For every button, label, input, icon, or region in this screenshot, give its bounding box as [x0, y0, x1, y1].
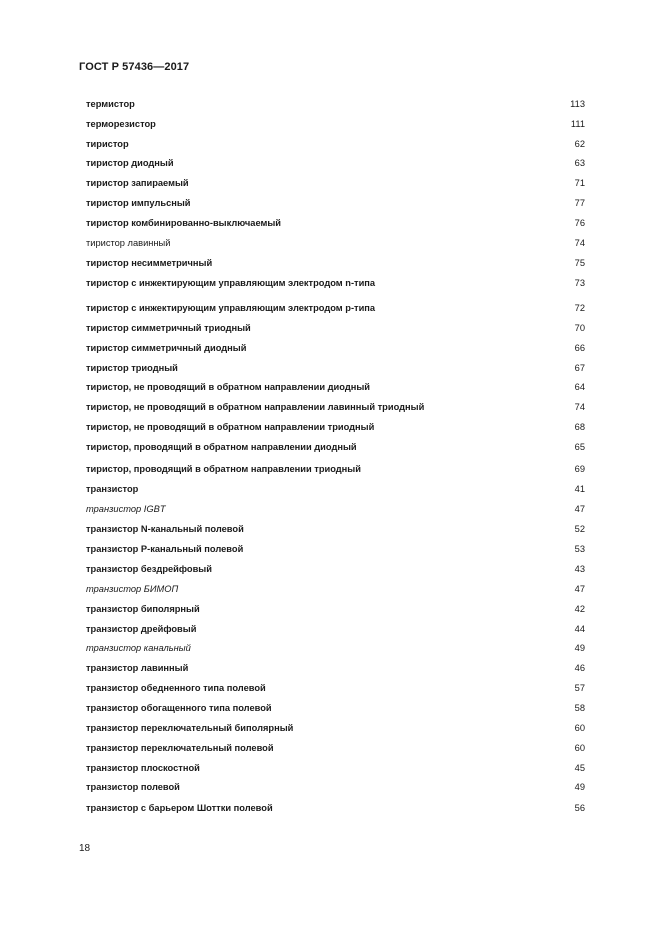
- index-entry: [86, 502, 585, 516]
- index-entry: [86, 400, 585, 414]
- index-entry: [86, 522, 585, 536]
- entry-page-number: 73: [574, 278, 585, 288]
- entry-term: тиристор, не проводящий в обратном направлении диодный: [86, 382, 370, 392]
- entry-page-number: 57: [574, 683, 585, 693]
- entry-page-number: 49: [574, 782, 585, 792]
- entry-page-number: 74: [574, 238, 585, 248]
- entry-page-number: 67: [574, 363, 585, 373]
- index-entry: [86, 582, 585, 596]
- entry-page-number: 60: [574, 723, 585, 733]
- entry-page-number: 49: [574, 643, 585, 653]
- index-entry: [86, 236, 585, 250]
- entry-term: транзистор переключательный полевой: [86, 743, 274, 753]
- index-entry: [86, 137, 585, 151]
- entry-term: тиристор, проводящий в обратном направлении диодный: [86, 442, 357, 452]
- entry-page-number: 74: [574, 402, 585, 412]
- entry-term: тиристор симметричный триодный: [86, 323, 251, 333]
- document-header: ГОСТ Р 57436—2017: [79, 61, 190, 73]
- index-entry: [86, 97, 585, 111]
- entry-term: транзистор переключательный биполярный: [86, 723, 294, 733]
- index-entry: [86, 462, 585, 476]
- entry-page-number: 63: [574, 158, 585, 168]
- entry-page-number: 46: [574, 663, 585, 673]
- index-entry: [86, 562, 585, 576]
- entry-term: транзистор биполярный: [86, 604, 200, 614]
- index-entry: [86, 380, 585, 394]
- entry-term: тиристор симметричный диодный: [86, 343, 247, 353]
- entry-term: транзистор: [86, 484, 139, 494]
- entry-page-number: 58: [574, 703, 585, 713]
- entry-page-number: 71: [574, 178, 585, 188]
- index-entry: [86, 542, 585, 556]
- index-entry: [86, 801, 585, 815]
- entry-term: транзистор плоскостной: [86, 763, 200, 773]
- entry-term: транзистор бездрейфовый: [86, 564, 212, 574]
- entry-term: транзистор БИМОП: [86, 584, 179, 594]
- entry-term: тиристор триодный: [86, 363, 178, 373]
- index-entry: [86, 482, 585, 496]
- entry-term: транзистор дрейфовый: [86, 624, 197, 634]
- index-entry: [86, 661, 585, 675]
- index-entry: [86, 420, 585, 434]
- entry-term: тиристор комбинированно-выключаемый: [86, 218, 282, 228]
- entry-page-number: 60: [574, 743, 585, 753]
- index-entry: [86, 301, 585, 315]
- entry-term: тиристор импульсный: [86, 198, 191, 208]
- entry-term: тиристор, не проводящий в обратном направлении триодный: [86, 422, 375, 432]
- entry-page-number: 43: [574, 564, 585, 574]
- index-entry: [86, 440, 585, 454]
- index-entry: [86, 641, 585, 655]
- entry-page-number: 77: [574, 198, 585, 208]
- entry-term: транзистор N-канальный полевой: [86, 524, 244, 534]
- entry-page-number: 42: [574, 604, 585, 614]
- entry-page-number: 69: [574, 464, 585, 474]
- entry-term: транзистор канальный: [86, 643, 191, 653]
- entry-page-number: 47: [574, 584, 585, 594]
- entry-term: транзистор полевой: [86, 782, 180, 792]
- entry-page-number: 65: [574, 442, 585, 452]
- entry-term: тиристор, не проводящий в обратном направлении лавинный триодный: [86, 402, 425, 412]
- index-entry: [86, 622, 585, 636]
- entry-term: тиристор лавинный: [86, 238, 171, 248]
- entry-page-number: 47: [574, 504, 585, 514]
- entry-term: тиристор с инжектирующим управляющим электродом n-типа: [86, 278, 376, 288]
- entry-term: термистор: [86, 99, 135, 109]
- entry-page-number: 41: [574, 484, 585, 494]
- entry-term: транзистор P-канальный полевой: [86, 544, 244, 554]
- entry-term: тиристор, проводящий в обратном направлении триодный: [86, 464, 361, 474]
- index-entry: [86, 156, 585, 170]
- entry-term: тиристор диодный: [86, 158, 174, 168]
- entry-page-number: 113: [570, 99, 585, 109]
- entry-page-number: 75: [574, 258, 585, 268]
- entry-page-number: 70: [574, 323, 585, 333]
- index-entry: [86, 721, 585, 735]
- index-entry: [86, 602, 585, 616]
- entry-term: терморезистор: [86, 119, 156, 129]
- index-entry: [86, 117, 585, 131]
- index-entry: [86, 780, 585, 794]
- index-entry: [86, 341, 585, 355]
- entry-page-number: 44: [574, 624, 585, 634]
- entry-term: тиристор несимметричный: [86, 258, 213, 268]
- entry-page-number: 62: [574, 139, 585, 149]
- entry-page-number: 72: [574, 303, 585, 313]
- index-entry: [86, 361, 585, 375]
- entry-page-number: 53: [574, 544, 585, 554]
- entry-page-number: 66: [574, 343, 585, 353]
- entry-term: тиристор: [86, 139, 129, 149]
- index-entry: [86, 741, 585, 755]
- index-entry: [86, 256, 585, 270]
- index-entry: [86, 216, 585, 230]
- index-entry: [86, 761, 585, 775]
- index-entry: [86, 681, 585, 695]
- entry-page-number: 56: [574, 803, 585, 813]
- entry-page-number: 45: [574, 763, 585, 773]
- entry-term: транзистор обедненного типа полевой: [86, 683, 266, 693]
- entry-term: транзистор с барьером Шоттки полевой: [86, 803, 273, 813]
- index-entry: [86, 176, 585, 190]
- entry-page-number: 52: [574, 524, 585, 534]
- entry-page-number: 64: [574, 382, 585, 392]
- entry-page-number: 76: [574, 218, 585, 228]
- entry-term: транзистор обогащенного типа полевой: [86, 703, 272, 713]
- index-entry: [86, 196, 585, 210]
- page-number: 18: [79, 843, 91, 854]
- entry-term: транзистор IGBT: [86, 504, 166, 514]
- index-entry: [86, 276, 585, 290]
- index-entry: [86, 701, 585, 715]
- entry-term: транзистор лавинный: [86, 663, 189, 673]
- entry-page-number: 111: [570, 119, 585, 129]
- entry-term: тиристор запираемый: [86, 178, 189, 188]
- entry-page-number: 68: [574, 422, 585, 432]
- entry-term: тиристор с инжектирующим управляющим электродом p-типа: [86, 303, 376, 313]
- index-entry: [86, 321, 585, 335]
